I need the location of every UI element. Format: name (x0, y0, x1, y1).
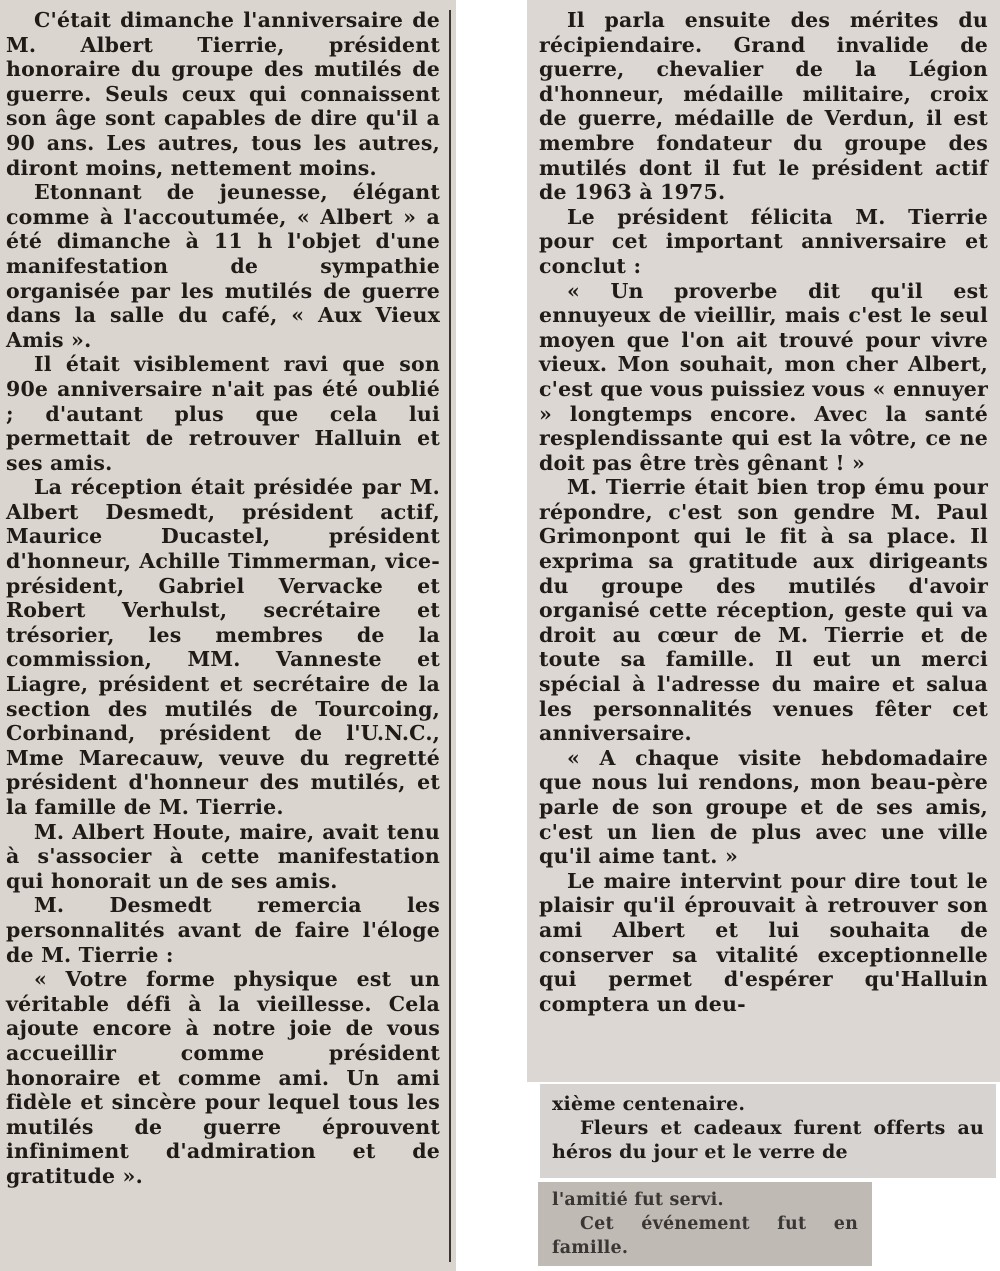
paragraph: M. Albert Houte, maire, avait tenu à s'associer à cette manifestation qui honorait un de ses amis. (6, 819, 440, 893)
paragraph: M. Tierrie était bien trop ému pour répondre, c'est son gendre M. Paul Grimonpont qui le fit à sa place. Il exprima sa gratitude aux dirigeants du groupe des mutilés d'avoir organisé cette réception, geste qui va droit au cœur de M. Tierrie et de toute sa famille. Il eut un merci spécial à l'adresse du maire et salua les personnalités venues fêter cet anniversaire. (539, 475, 988, 746)
paragraph: « A chaque visite hebdomadaire que nous lui rendons, mon beau-père parle de son groupe et de ses amis, c'est un lien de plus avec une ville qu'il aime tant. » (539, 745, 988, 869)
paragraph: Etonnant de jeunesse, élégant comme à l'accoutumée, « Albert » a été dimanche à 11 h l'objet d'une manifestation de sympathie organisée par les mutilés de guerre dans la salle du café, « Aux Vieux Amis ». (6, 180, 440, 352)
paragraph: Cet événement fut en famille. (552, 1214, 858, 1258)
paragraph: Fleurs et cadeaux furent offerts au héros du jour et le verre de (552, 1117, 984, 1163)
paragraph: xième centenaire. (552, 1093, 746, 1115)
column-divider (449, 10, 451, 1262)
article-column-right (527, 0, 1000, 1082)
paragraph: « Un proverbe dit qu'il est ennuyeux de vieillir, mais c'est le seul moyen que l'on ait trouvé pour vivre vieux. Mon souhait, mon cher Albert, c'est que vous puissiez vous « ennuyer » longtemps encore. Avec la santé resplendissante qui est la vôtre, ce ne doit pas être très gênant ! » (539, 278, 988, 475)
paragraph: M. Desmedt remercia les personnalités avant de faire l'éloge de M. Tierrie : (6, 893, 440, 967)
paragraph: Il était visiblement ravi que son 90e anniversaire n'ait pas été oublié ; d'autant plus que cela lui permettait de retrouver Halluin et ses amis. (6, 352, 440, 475)
paragraph: « Votre forme physique est un véritable défi à la vieillesse. Cela ajoute encore à notre joie de vous accueillir comme président honoraire et comme ami. Un ami fidèle et sincère pour lequel tous les mutilés de guerre éprouvent infiniment d'admiration et de gratitude ». (6, 967, 440, 1188)
paragraph: Le président félicita M. Tierrie pour cet important anniversaire et conclut : (539, 204, 988, 278)
paragraph: l'amitié fut servi. (552, 1190, 724, 1210)
paragraph: C'était dimanche l'anniversaire de M. Albert Tierrie, président honoraire du groupe des mutilés de guerre. Seuls ceux qui connaissent son âge sont capables de dire qu'il a 90 ans. Les autres, tous les autres, diront moins, nettement moins. (6, 8, 440, 180)
article-final-clip (538, 1182, 872, 1266)
paragraph: Le maire intervint pour dire tout le plaisir qu'il éprouvait à retrouver son ami Albert et lui souhaita de conserver sa vitalité exceptionnelle qui permet d'espérer qu'Halluin comptera un deu- (539, 868, 988, 1016)
article-continuation (540, 1084, 996, 1178)
paragraph: Il parla ensuite des mérites du récipiendaire. Grand invalide de guerre, chevalier de la Légion d'honneur, médaille militaire, croix de guerre, médaille de Verdun, il est membre fondateur du groupe des mutilés dont il fut le président actif de 1963 à 1975. (539, 8, 988, 205)
article-column-left (0, 0, 456, 1271)
paragraph: La réception était présidée par M. Albert Desmedt, président actif, Maurice Ducastel, président d'honneur, Achille Timmerman, vice-président, Gabriel Vervacke et Robert Verhulst, secrétaire et trésorier, les membres de la commission, MM. Vanneste et Liagre, président et secrétaire de la section des mutilés de Tourcoing, Corbinand, président de l'U.N.C., Mme Marecauw, veuve du regretté président d'honneur des mutilés, et la famille de M. Tierrie. (6, 475, 440, 819)
